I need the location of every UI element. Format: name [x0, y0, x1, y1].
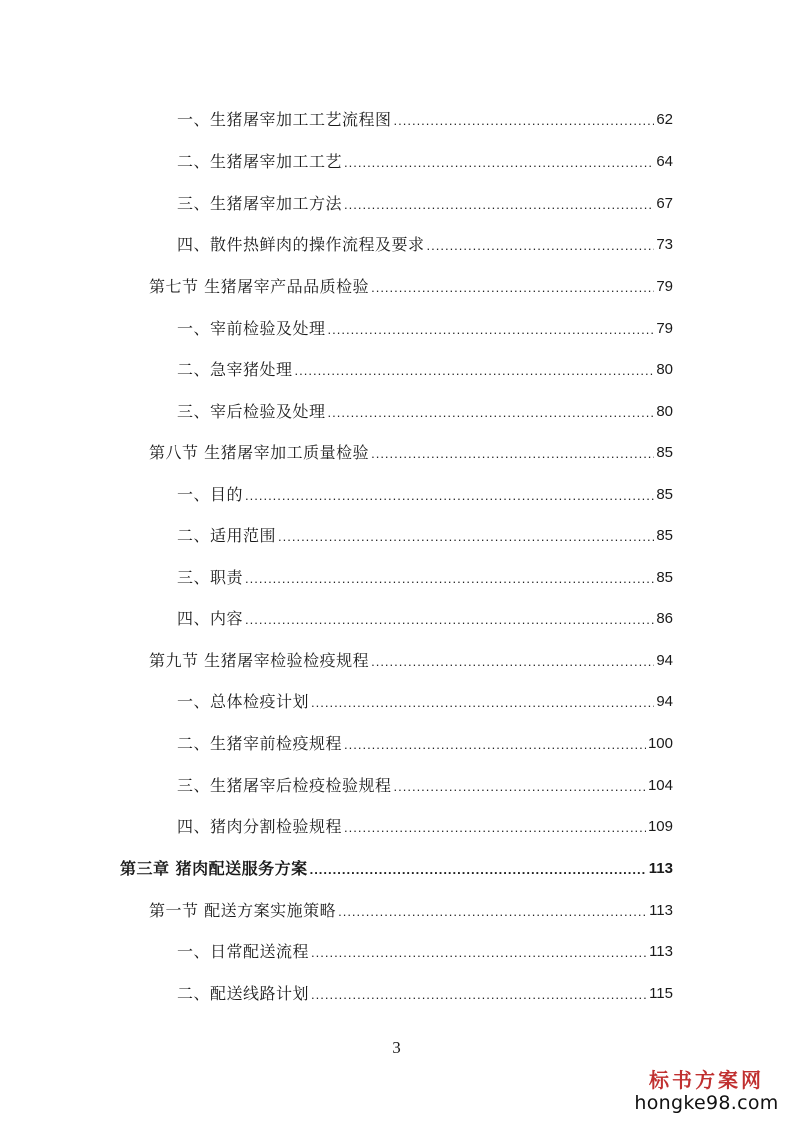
toc-entry-page: 86: [656, 610, 673, 627]
toc-entry-label: 一、总体检疫计划: [177, 692, 310, 711]
toc-entry-label: 二、生猪屠宰加工工艺: [177, 152, 343, 171]
toc-section-entry[interactable]: [149, 271, 673, 297]
toc-entry-page: 113: [649, 902, 673, 919]
toc-entry-label: 第九节 生猪屠宰检验检疫规程: [149, 651, 370, 670]
toc-leader-dots: [344, 198, 654, 211]
toc-entry-page: 80: [656, 361, 673, 378]
toc-entry[interactable]: [177, 770, 673, 796]
toc-entry[interactable]: [177, 686, 673, 712]
toc-section-entry[interactable]: [149, 437, 673, 463]
toc-leader-dots: [371, 655, 654, 668]
toc-entry[interactable]: [177, 936, 673, 962]
toc-entry-page: 64: [656, 153, 673, 170]
toc-entry-label: 三、生猪屠宰后检疫检验规程: [177, 776, 392, 795]
toc-entry-page: 100: [647, 735, 673, 752]
toc-entry-page: 85: [656, 527, 673, 544]
toc-entry-page: 80: [656, 403, 673, 420]
toc-entry[interactable]: [177, 728, 673, 754]
toc-leader-dots: [394, 114, 655, 127]
toc-entry-page: 113: [649, 943, 673, 960]
toc-entry-page: 94: [656, 693, 673, 710]
page-number: 3: [392, 1038, 401, 1057]
toc-entry-label: 第七节 生猪屠宰产品品质检验: [149, 277, 370, 296]
toc-leader-dots: [371, 447, 654, 460]
toc-entry-page: 85: [656, 444, 673, 461]
toc-leader-dots: [295, 364, 655, 377]
toc-leader-dots: [311, 988, 647, 1001]
toc-entry-page: 85: [656, 486, 673, 503]
toc-entry[interactable]: [177, 146, 673, 172]
toc-entry-label: 二、生猪宰前检疫规程: [177, 734, 343, 753]
toc-entry-page: 109: [647, 818, 673, 835]
toc-entry-label: 一、宰前检验及处理: [177, 319, 326, 338]
toc-entry-page: 79: [656, 278, 673, 295]
toc-entry-page: 113: [648, 860, 673, 877]
toc-entry[interactable]: [177, 520, 673, 546]
toc-leader-dots: [344, 156, 654, 169]
toc-entry-label: 第一节 配送方案实施策略: [149, 901, 337, 920]
toc-entry[interactable]: [177, 479, 673, 505]
toc-entry-page: 85: [656, 569, 673, 586]
toc-leader-dots: [427, 239, 655, 252]
toc-section-entry[interactable]: [149, 895, 673, 921]
toc-entry-label: 二、急宰猪处理: [177, 360, 293, 379]
toc-entry-label: 一、目的: [177, 485, 244, 504]
toc-entry-label: 四、内容: [177, 609, 244, 628]
site-watermark: [634, 1068, 779, 1114]
toc-entry-page: 104: [647, 777, 673, 794]
toc-section-entry[interactable]: [149, 645, 673, 671]
toc-entry-label: 二、适用范围: [177, 526, 277, 545]
toc-leader-dots: [310, 863, 647, 876]
toc-entry[interactable]: [177, 396, 673, 422]
toc-entry-label: 四、散件热鲜肉的操作流程及要求: [177, 235, 425, 254]
toc-entry-label: 一、生猪屠宰加工工艺流程图: [177, 110, 392, 129]
toc-entry[interactable]: [177, 313, 673, 339]
toc-entry-label: 四、猪肉分割检验规程: [177, 817, 343, 836]
toc-entry[interactable]: [177, 811, 673, 837]
toc-entry-page: 79: [656, 320, 673, 337]
toc-entry[interactable]: [177, 562, 673, 588]
toc-entry-label: 二、配送线路计划: [177, 984, 310, 1003]
toc-entry-label: 三、宰后检验及处理: [177, 402, 326, 421]
toc-entry[interactable]: [177, 354, 673, 380]
toc-entry-label: 一、日常配送流程: [177, 942, 310, 961]
toc-entry[interactable]: [177, 104, 673, 130]
toc-leader-dots: [245, 489, 654, 502]
toc-leader-dots: [394, 780, 646, 793]
watermark-domain-text: hongke98.com: [634, 1092, 779, 1114]
toc-entry-page: 94: [656, 652, 673, 669]
toc-leader-dots: [371, 281, 654, 294]
toc-chapter-entry[interactable]: [120, 853, 673, 879]
toc-entry-page: 73: [656, 236, 673, 253]
toc-leader-dots: [278, 530, 654, 543]
toc-entry[interactable]: [177, 188, 673, 214]
toc-entry-page: 115: [649, 985, 673, 1002]
toc-entry-label: 三、职责: [177, 568, 244, 587]
toc-leader-dots: [245, 572, 654, 585]
toc-leader-dots: [328, 323, 655, 336]
toc-entry-page: 62: [656, 111, 673, 128]
toc-entry-label: 第八节 生猪屠宰加工质量检验: [149, 443, 370, 462]
toc-leader-dots: [311, 946, 647, 959]
toc-leader-dots: [344, 738, 646, 751]
toc-entry[interactable]: [177, 978, 673, 1004]
toc-leader-dots: [245, 613, 654, 626]
toc-entry-label: 三、生猪屠宰加工方法: [177, 194, 343, 213]
toc-entry[interactable]: [177, 603, 673, 629]
toc-leader-dots: [344, 821, 646, 834]
toc-leader-dots: [328, 406, 655, 419]
toc-leader-dots: [311, 696, 654, 709]
toc-entry[interactable]: [177, 229, 673, 255]
watermark-chinese-text: 标书方案网: [649, 1068, 764, 1092]
toc-entry-label: 第三章 猪肉配送服务方案: [120, 859, 308, 878]
toc-entry-page: 67: [656, 195, 673, 212]
toc-leader-dots: [338, 905, 647, 918]
